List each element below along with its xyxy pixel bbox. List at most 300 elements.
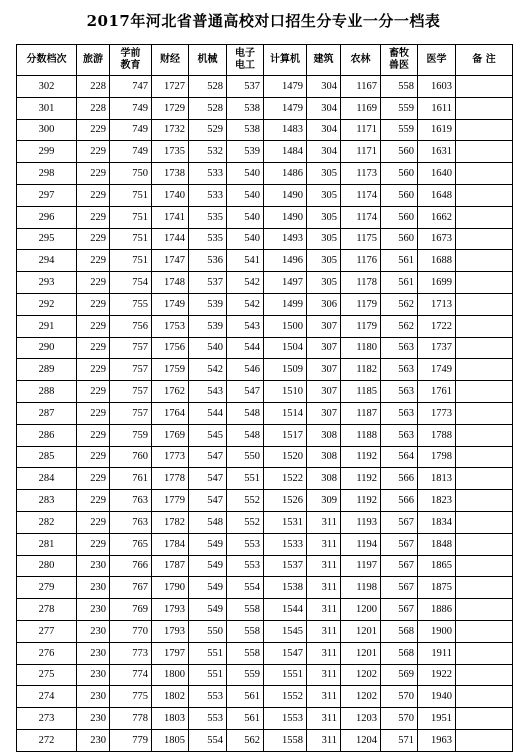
table-cell: 292 xyxy=(17,293,77,315)
column-header-line: 计算机 xyxy=(270,54,300,65)
table-cell: 563 xyxy=(381,337,418,359)
table-cell: 540 xyxy=(227,184,264,206)
table-cell: 229 xyxy=(77,381,110,403)
table-cell: 1732 xyxy=(152,119,189,141)
table-cell: 539 xyxy=(189,293,227,315)
table-cell: 747 xyxy=(110,76,152,98)
table-cell: 1748 xyxy=(152,272,189,294)
column-header-line: 备 注 xyxy=(472,54,496,65)
table-cell: 229 xyxy=(77,228,110,250)
table-cell: 561 xyxy=(227,708,264,730)
table-cell xyxy=(456,490,513,512)
table-cell: 1963 xyxy=(418,729,456,751)
table-cell: 305 xyxy=(307,206,341,228)
table-cell: 1192 xyxy=(341,446,381,468)
table-cell: 750 xyxy=(110,163,152,185)
table-cell: 1531 xyxy=(264,511,307,533)
table-cell: 294 xyxy=(17,250,77,272)
table-cell: 308 xyxy=(307,446,341,468)
table-cell: 528 xyxy=(189,97,227,119)
table-cell: 751 xyxy=(110,228,152,250)
table-cell: 1761 xyxy=(418,381,456,403)
table-cell: 560 xyxy=(381,228,418,250)
table-cell: 290 xyxy=(17,337,77,359)
table-cell: 311 xyxy=(307,642,341,664)
table-cell: 1182 xyxy=(341,359,381,381)
table-cell: 773 xyxy=(110,642,152,664)
table-cell: 553 xyxy=(227,555,264,577)
table-cell: 307 xyxy=(307,315,341,337)
table-body xyxy=(17,76,513,752)
table-cell: 567 xyxy=(381,555,418,577)
table-cell: 229 xyxy=(77,206,110,228)
table-cell xyxy=(456,228,513,250)
table-cell xyxy=(456,686,513,708)
table-cell: 1544 xyxy=(264,599,307,621)
table-cell: 229 xyxy=(77,468,110,490)
table-cell: 1788 xyxy=(418,424,456,446)
table-cell: 559 xyxy=(381,97,418,119)
table-row xyxy=(17,228,513,250)
table-cell: 538 xyxy=(227,97,264,119)
table-cell: 541 xyxy=(227,250,264,272)
table-cell: 540 xyxy=(227,206,264,228)
table-cell: 229 xyxy=(77,402,110,424)
table-cell: 287 xyxy=(17,402,77,424)
table-cell: 229 xyxy=(77,272,110,294)
table-cell: 774 xyxy=(110,664,152,686)
table-cell: 1729 xyxy=(152,97,189,119)
table-cell: 558 xyxy=(227,642,264,664)
table-cell: 1782 xyxy=(152,511,189,533)
table-cell: 1499 xyxy=(264,293,307,315)
table-cell: 540 xyxy=(227,163,264,185)
table-cell xyxy=(456,250,513,272)
table-cell: 1740 xyxy=(152,184,189,206)
column-header xyxy=(456,45,513,76)
table-cell: 1803 xyxy=(152,708,189,730)
table-cell: 547 xyxy=(189,446,227,468)
column-header xyxy=(264,45,307,76)
table-cell: 299 xyxy=(17,141,77,163)
table-cell: 535 xyxy=(189,228,227,250)
table-cell: 304 xyxy=(307,76,341,98)
table-cell xyxy=(456,381,513,403)
table-cell: 553 xyxy=(227,533,264,555)
column-header xyxy=(17,45,77,76)
table-cell xyxy=(456,555,513,577)
table-cell: 563 xyxy=(381,424,418,446)
table-cell: 549 xyxy=(189,599,227,621)
table-cell: 1493 xyxy=(264,228,307,250)
table-row xyxy=(17,599,513,621)
page-title: 2017年河北省普通高校对口招生分专业一分一档表 xyxy=(86,12,441,30)
table-row xyxy=(17,446,513,468)
table-cell: 1204 xyxy=(341,729,381,751)
table-cell: 1188 xyxy=(341,424,381,446)
table-cell: 1735 xyxy=(152,141,189,163)
table-cell: 1747 xyxy=(152,250,189,272)
table-cell: 295 xyxy=(17,228,77,250)
table-cell: 754 xyxy=(110,272,152,294)
table-cell: 1793 xyxy=(152,620,189,642)
table-cell: 308 xyxy=(307,424,341,446)
table-cell xyxy=(456,119,513,141)
table-cell: 533 xyxy=(189,163,227,185)
table-cell: 304 xyxy=(307,97,341,119)
table-cell: 554 xyxy=(189,729,227,751)
table-cell: 229 xyxy=(77,490,110,512)
table-cell: 301 xyxy=(17,97,77,119)
table-cell: 311 xyxy=(307,620,341,642)
header-row xyxy=(17,45,513,76)
table-cell: 767 xyxy=(110,577,152,599)
table-row xyxy=(17,708,513,730)
table-cell: 280 xyxy=(17,555,77,577)
table-cell: 537 xyxy=(227,76,264,98)
table-cell: 306 xyxy=(307,293,341,315)
table-cell: 305 xyxy=(307,228,341,250)
table-cell: 285 xyxy=(17,446,77,468)
table-cell: 562 xyxy=(381,293,418,315)
table-cell: 568 xyxy=(381,642,418,664)
table-cell: 1538 xyxy=(264,577,307,599)
table-cell: 276 xyxy=(17,642,77,664)
table-row xyxy=(17,315,513,337)
table-row xyxy=(17,664,513,686)
table-cell: 761 xyxy=(110,468,152,490)
table-row xyxy=(17,490,513,512)
table-cell: 1798 xyxy=(418,446,456,468)
column-header xyxy=(152,45,189,76)
table-row xyxy=(17,424,513,446)
table-cell: 1514 xyxy=(264,402,307,424)
table-cell: 1194 xyxy=(341,533,381,555)
table-cell xyxy=(456,468,513,490)
table-cell xyxy=(456,642,513,664)
table-cell: 1756 xyxy=(152,337,189,359)
table-cell: 1773 xyxy=(418,402,456,424)
table-row xyxy=(17,359,513,381)
table-cell: 229 xyxy=(77,511,110,533)
table-cell: 552 xyxy=(227,511,264,533)
table-cell: 1603 xyxy=(418,76,456,98)
table-cell: 307 xyxy=(307,337,341,359)
table-cell: 311 xyxy=(307,533,341,555)
table-cell: 545 xyxy=(189,424,227,446)
table-cell: 298 xyxy=(17,163,77,185)
table-cell: 311 xyxy=(307,555,341,577)
column-header-line: 畜牧 xyxy=(389,48,409,59)
table-cell: 281 xyxy=(17,533,77,555)
table-row xyxy=(17,250,513,272)
table-row xyxy=(17,141,513,163)
table-cell: 529 xyxy=(189,119,227,141)
table-cell: 538 xyxy=(227,119,264,141)
table-cell: 283 xyxy=(17,490,77,512)
column-header-line: 建筑 xyxy=(313,54,334,65)
table-row xyxy=(17,206,513,228)
table-cell xyxy=(456,76,513,98)
table-cell: 547 xyxy=(227,381,264,403)
table-cell xyxy=(456,446,513,468)
score-table xyxy=(16,44,513,752)
table-cell: 1179 xyxy=(341,293,381,315)
table-cell: 302 xyxy=(17,76,77,98)
table-cell: 1552 xyxy=(264,686,307,708)
table-cell: 1547 xyxy=(264,642,307,664)
table-cell: 1875 xyxy=(418,577,456,599)
table-cell: 560 xyxy=(381,141,418,163)
table-cell xyxy=(456,620,513,642)
table-cell xyxy=(456,402,513,424)
table-cell: 1173 xyxy=(341,163,381,185)
table-cell: 229 xyxy=(77,184,110,206)
table-cell xyxy=(456,97,513,119)
table-cell xyxy=(456,599,513,621)
table-cell: 229 xyxy=(77,141,110,163)
table-cell: 1886 xyxy=(418,599,456,621)
table-cell: 305 xyxy=(307,250,341,272)
table-cell: 1951 xyxy=(418,708,456,730)
table-cell: 1911 xyxy=(418,642,456,664)
column-header xyxy=(381,45,418,76)
table-cell: 563 xyxy=(381,359,418,381)
table-cell: 1486 xyxy=(264,163,307,185)
table-cell: 533 xyxy=(189,184,227,206)
table-cell: 229 xyxy=(77,359,110,381)
table-cell: 1522 xyxy=(264,468,307,490)
table-cell: 311 xyxy=(307,599,341,621)
table-row xyxy=(17,555,513,577)
table-cell: 1558 xyxy=(264,729,307,751)
table-cell: 549 xyxy=(189,555,227,577)
table-cell: 1510 xyxy=(264,381,307,403)
table-cell: 543 xyxy=(189,381,227,403)
column-header xyxy=(307,45,341,76)
table-cell: 304 xyxy=(307,119,341,141)
table-cell: 551 xyxy=(189,642,227,664)
table-cell: 749 xyxy=(110,141,152,163)
table-cell: 749 xyxy=(110,119,152,141)
table-cell: 560 xyxy=(381,184,418,206)
table-cell: 559 xyxy=(381,119,418,141)
table-cell: 1504 xyxy=(264,337,307,359)
table-cell: 1171 xyxy=(341,141,381,163)
table-cell: 282 xyxy=(17,511,77,533)
table-cell: 1848 xyxy=(418,533,456,555)
table-cell: 230 xyxy=(77,686,110,708)
table-cell: 562 xyxy=(381,315,418,337)
table-cell: 229 xyxy=(77,293,110,315)
table-cell: 230 xyxy=(77,729,110,751)
table-cell: 1553 xyxy=(264,708,307,730)
table-cell: 540 xyxy=(189,337,227,359)
table-cell: 567 xyxy=(381,577,418,599)
table-cell: 300 xyxy=(17,119,77,141)
table-cell: 1537 xyxy=(264,555,307,577)
table-cell: 566 xyxy=(381,468,418,490)
column-header-line: 财经 xyxy=(160,54,180,65)
table-cell: 1169 xyxy=(341,97,381,119)
table-cell: 548 xyxy=(227,402,264,424)
table-cell: 229 xyxy=(77,446,110,468)
table-cell: 554 xyxy=(227,577,264,599)
table-cell: 1619 xyxy=(418,119,456,141)
table-cell: 563 xyxy=(381,402,418,424)
table-cell: 1174 xyxy=(341,184,381,206)
table-cell xyxy=(456,272,513,294)
table-cell xyxy=(456,163,513,185)
table-cell: 560 xyxy=(381,163,418,185)
table-cell: 1813 xyxy=(418,468,456,490)
table-row xyxy=(17,272,513,294)
table-cell: 779 xyxy=(110,729,152,751)
table-cell: 1176 xyxy=(341,250,381,272)
table-cell: 1202 xyxy=(341,664,381,686)
table-cell: 311 xyxy=(307,664,341,686)
table-cell: 311 xyxy=(307,511,341,533)
table-cell: 305 xyxy=(307,272,341,294)
table-cell xyxy=(456,293,513,315)
table-row xyxy=(17,511,513,533)
table-cell: 1738 xyxy=(152,163,189,185)
table-cell: 228 xyxy=(77,76,110,98)
table-cell: 279 xyxy=(17,577,77,599)
table-cell: 272 xyxy=(17,729,77,751)
table-cell: 569 xyxy=(381,664,418,686)
table-cell: 532 xyxy=(189,141,227,163)
table-cell: 228 xyxy=(77,97,110,119)
table-cell: 755 xyxy=(110,293,152,315)
table-row xyxy=(17,293,513,315)
table-cell: 1773 xyxy=(152,446,189,468)
table-cell: 1749 xyxy=(418,359,456,381)
table-cell: 1509 xyxy=(264,359,307,381)
table-cell: 1722 xyxy=(418,315,456,337)
column-header xyxy=(110,45,152,76)
table-cell: 551 xyxy=(189,664,227,686)
table-cell: 757 xyxy=(110,381,152,403)
table-cell: 558 xyxy=(227,599,264,621)
table-cell: 1175 xyxy=(341,228,381,250)
column-header xyxy=(227,45,264,76)
table-row xyxy=(17,533,513,555)
table-cell: 550 xyxy=(227,446,264,468)
table-cell: 1749 xyxy=(152,293,189,315)
table-cell: 558 xyxy=(381,76,418,98)
table-cell: 291 xyxy=(17,315,77,337)
table-cell: 542 xyxy=(189,359,227,381)
table-cell: 765 xyxy=(110,533,152,555)
table-cell: 564 xyxy=(381,446,418,468)
column-header xyxy=(189,45,227,76)
table-cell: 230 xyxy=(77,708,110,730)
table-cell: 1526 xyxy=(264,490,307,512)
table-cell: 1200 xyxy=(341,599,381,621)
table-cell xyxy=(456,511,513,533)
table-cell: 1171 xyxy=(341,119,381,141)
table-cell: 1192 xyxy=(341,490,381,512)
table-cell: 763 xyxy=(110,490,152,512)
table-cell: 1203 xyxy=(341,708,381,730)
table-row xyxy=(17,97,513,119)
table-cell: 1764 xyxy=(152,402,189,424)
table-cell: 1787 xyxy=(152,555,189,577)
table-cell: 751 xyxy=(110,206,152,228)
table-cell: 1517 xyxy=(264,424,307,446)
table-cell: 1922 xyxy=(418,664,456,686)
table-cell: 558 xyxy=(227,620,264,642)
table-cell: 757 xyxy=(110,359,152,381)
table-cell: 1198 xyxy=(341,577,381,599)
table-cell: 1790 xyxy=(152,577,189,599)
table-cell: 769 xyxy=(110,599,152,621)
table-cell: 551 xyxy=(227,468,264,490)
table-cell: 311 xyxy=(307,577,341,599)
table-row xyxy=(17,402,513,424)
table-cell: 1484 xyxy=(264,141,307,163)
table-cell: 229 xyxy=(77,163,110,185)
table-cell: 536 xyxy=(189,250,227,272)
table-cell: 229 xyxy=(77,119,110,141)
table-row xyxy=(17,620,513,642)
table-cell: 1759 xyxy=(152,359,189,381)
table-cell: 553 xyxy=(189,686,227,708)
table-cell: 1648 xyxy=(418,184,456,206)
table-cell: 540 xyxy=(227,228,264,250)
table-cell: 1197 xyxy=(341,555,381,577)
table-cell: 1479 xyxy=(264,76,307,98)
table-cell: 229 xyxy=(77,533,110,555)
table-cell: 563 xyxy=(381,381,418,403)
table-cell: 1793 xyxy=(152,599,189,621)
table-cell: 549 xyxy=(189,577,227,599)
table-cell: 1179 xyxy=(341,315,381,337)
table-cell: 1193 xyxy=(341,511,381,533)
table-row xyxy=(17,642,513,664)
table-cell: 561 xyxy=(381,250,418,272)
table-cell: 756 xyxy=(110,315,152,337)
table-cell: 760 xyxy=(110,446,152,468)
column-header-line: 电子 xyxy=(235,48,255,59)
table-cell: 561 xyxy=(381,272,418,294)
table-cell: 547 xyxy=(189,468,227,490)
table-row xyxy=(17,577,513,599)
table-cell: 278 xyxy=(17,599,77,621)
table-cell: 550 xyxy=(189,620,227,642)
table-cell: 1900 xyxy=(418,620,456,642)
table-cell: 1611 xyxy=(418,97,456,119)
table-cell: 1497 xyxy=(264,272,307,294)
table-cell: 304 xyxy=(307,141,341,163)
table-cell xyxy=(456,206,513,228)
table-cell xyxy=(456,184,513,206)
table-row xyxy=(17,468,513,490)
table-cell: 548 xyxy=(227,424,264,446)
table-cell: 546 xyxy=(227,359,264,381)
table-cell: 1640 xyxy=(418,163,456,185)
table-cell: 311 xyxy=(307,708,341,730)
table-cell: 571 xyxy=(381,729,418,751)
table-cell: 1545 xyxy=(264,620,307,642)
table-cell: 542 xyxy=(227,293,264,315)
column-header-line: 电工 xyxy=(235,60,255,71)
table-cell: 1797 xyxy=(152,642,189,664)
table-cell: 1727 xyxy=(152,76,189,98)
column-header-line: 机械 xyxy=(197,54,218,65)
table-cell: 1802 xyxy=(152,686,189,708)
